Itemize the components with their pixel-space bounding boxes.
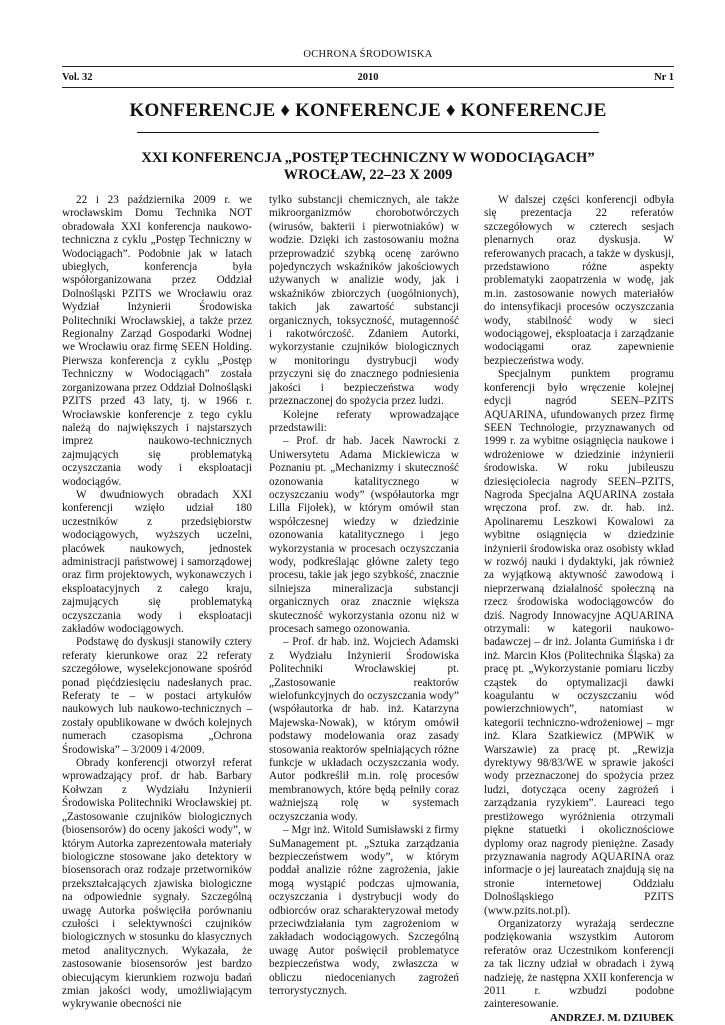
paragraph: 22 i 23 października 2009 r. we wrocławskim Domu Technika NOT obradowała XXI konferencja naukowo-techniczna z cyklu „Postęp Techniczny w Wodociągach”. Podobnie jak w latach ubiegłych, konferencja była współorganizowana przez Oddział Dolnośląski PZITS we Wrocławiu oraz Wydział Inżynierii Środowiska Politechniki Wrocławskiej, a także przez Regionalny Zarząd Gospodarki Wodnej we Wrocławiu oraz firmę SEEN Holding. Pierwsza konferencja z cyklu „Postęp Techniczny w Wodociągach” została zorganizowana przez Oddział Dolnośląski PZITS przed 43 laty, tj. w 1966 r. Wrocławskie konferencje z tego cyklu należą do największych i najstarszych imprez naukowo-technicznych zajmujących się problematyką oczyszczania wody i eksploatacji wodociągów.	[62, 194, 252, 488]
section-title-rule	[137, 132, 599, 133]
column-2	[269, 194, 459, 998]
journal-name: OCHRONA ŚRODOWISKA	[303, 49, 433, 60]
paragraph: Obrady konferencji otworzył referat wprowadzający prof. dr hab. Barbary Kołwzan z Wydziału Inżynierii Środowiska Politechniki Wrocławskiej pt. „Zastosowanie czujników biologicznych (biosensorów) do oceny jakości wody”, w którym Autorka zaprezentowała materiały biologiczne stosowane jako detektory w biosensorach oraz rodzaje przetworników przekształcających zjawiska biologiczne na odpowiednie sygnały. Szczególną uwagę Autorka poświęciła porównaniu czułości i selektywności czujników biologicznych w stosunku do klasycznych metod analitycznych. Wykazała, że zastosowanie biosensorów jest bardzo obiecującym kierunkiem rozwoju badań zmian jakości wody, umożliwiającym wykrywanie obecności nie	[62, 757, 252, 1011]
column-1	[62, 194, 252, 1012]
paragraph: – Prof. dr hab. inż. Wojciech Adamski z Wydziału Inżynierii Środowiska Politechniki Wrocławskiej pt. „Zastosowanie reaktorów wielofunkcyjnych do oczyszczania wody” (współautorka dr hab. inż. Katarzyna Majewska-Nowak), w którym omówił podstawy modelowania oraz zasady stosowania reaktorów spełniających różne funkcje w układach oczyszczania wody. Autor podkreślił m.in. rolę procesów membranowych, które będą pełniły coraz ważniejszą rolę w systemach oczyszczania wody.	[269, 636, 459, 823]
paragraph: W dwudniowych obradach XXI konferencji wzięło udział 180 uczestników z przedsiębiorstw wodociągowych, wyższych uczelni, placówek naukowych, jednostek administracji państwowej i samorządowej oraz firm projektowych, wykonawczych i eksploatacyjnych z całego kraju, zajmujących się problematyką oczyszczania wody i eksploatacji zakładów wodociągowych.	[62, 488, 252, 635]
section-title: KONFERENCJE ♦ KONFERENCJE ♦ KONFERENCJE	[129, 100, 607, 121]
article-title-line2: WROCŁAW, 22–23 X 2009	[283, 167, 453, 183]
paragraph: W dalszej części konferencji odbyła się prezentacja 22 referatów szczegółowych w czterech sesjach plenarnych oraz dyskusja. W referowanych pracach, a także w dyskusji, przedstawiono różne aspekty problematyki zaopatrzenia w wodę, jak m.in. zastosowanie nowych materiałów do intensyfikacji procesów oczyszczania wody, stabilność wody w sieci wodociągowej, eksploatacja i zarządzanie wodociągami oraz zapewnienie bezpieczeństwa wody.	[484, 194, 674, 367]
paragraph: tylko substancji chemicznych, ale także mikroorganizmów chorobotwórczych (wirusów, bakterii i pierwotniaków) w wodzie. Dzięki ich zastosowaniu można przeprowadzić szybką ocenę zarówno pojedynczych wskaźników jakościowych używanych w analizie wody, jak i wskaźników zbiorczych (uogólnionych), takich jak zawartość substancji organicznych, toksyczność, mutagenność i rakotwórczość. Zdaniem Autorki, wykorzystanie czujników biologicznych w monitoringu dystrybucji wody przyczyni się do znacznego podniesienia jakości i bezpieczeństwa wody przeznaczonej do spożycia przez ludzi.	[269, 194, 459, 408]
paragraph: – Prof. dr hab. Jacek Nawrocki z Uniwersytetu Adama Mickiewicza w Poznaniu pt. „Mechanizmy i skuteczność ozonowania katalitycznego w oczyszczaniu wody” (współautorka mgr Lilla Fijołek), w którym omówił stan współczesnej wiedzy w dziedzinie ozonowania katalitycznego i jego wykorzystania w procesach oczyszczania wody, podkreślając główne zalety tego procesu, takie jak jego szybkość, znacznie silniejsza mineralizacja substancji organicznych oraz znacznie większa skuteczność wykorzystania ozonu niż w procesach samego ozonowania.	[269, 435, 459, 635]
paragraph: Podstawę do dyskusji stanowiły cztery referaty kierunkowe oraz 22 referaty szczegółowe, wyselekcjonowane spośród ponad pięćdziesięciu nadesłanych prac. Referaty te – w postaci artykułów naukowych lub naukowo-technicznych – zostały opublikowane w dwóch kolejnych numerach czasopisma „Ochrona Środowiska” – 3/2009 i 4/2009.	[62, 636, 252, 756]
article-title-line1: XXI KONFERENCJA „POSTĘP TECHNICZNY W WODOCIĄGACH”	[141, 150, 595, 166]
paragraph: Kolejne referaty wprowadzające przedstawili:	[269, 408, 459, 434]
paragraph: Specjalnym punktem programu konferencji było wręczenie kolejnej edycji nagród SEEN–PZITS AQUARINA, ufundowanych przez firmę SEEN Technologie, przyznawanych od 1999 r. za wybitne osiągnięcia naukowe i wdrożeniowe w dziedzinie inżynierii środowiska. W roku jubileuszu dziesięciolecia nagrody SEEN–PZITS, Nagroda Specjalna AQUARINA została wręczona prof. zw. dr. hab. inż. Apolinaremu Leszkowi Kowalowi za wybitne osiągnięcia w dziedzinie inżynierii środowiska oraz osobisty wkład w rozwój nauki i dydaktyki, jak również za wyjątkową aktywność zawodową i nieprzerwaną działalność społeczną na rzecz środowiska wodociągowców do dziś. Nagrody Innowacyjne AQUARINA otrzymali: w kategorii naukowo-badawczej – dr inż. Jolanta Gumińska i dr inż. Marcin Kłos (Politechnika Śląska) za pracę pt. „Wykorzystanie pomiaru liczby cząstek do optymalizacji dawki koagulantu w oczyszczaniu wód powierzchniowych”, natomiast w kategorii techniczno-wdrożeniowej – mgr inż. Klara Szatkiewicz (MPWiK w Warszawie) za pracę pt. „Rewizja dyrektywy 98/83/WE w sprawie jakości wody przeznaczonej do spożycia przez ludzi, dotycząca oceny zagrożeń i zarządzania ryzykiem”. Laureaci tego prestiżowego wyróżnienia otrzymali piękne statuetki i okolicznościowe dyplomy oraz nagrody pieniężne. Zasady przyznawania nagrody AQUARINA oraz informacje o jej laureatach znajdują się na stronie internetowej Oddziału Dolnośląskiego PZITS (www.pzits.not.pl).	[484, 368, 674, 917]
paragraph: Organizatorzy wyrażają serdeczne podziękowania wszystkim Autorom referatów oraz Uczestnikom konferencji za tak liczny udział w obradach i żywą nadzieję, że następna XXII konferencja w 2011 r. wzbudzi podobne zainteresowanie.	[484, 917, 674, 1011]
article-title	[62, 150, 674, 184]
volume-label: Vol. 32	[62, 72, 93, 83]
header-rule	[62, 66, 674, 67]
issue-label: Nr 1	[654, 72, 674, 83]
column-3	[484, 194, 674, 1025]
paragraph: – Mgr inż. Witold Sumisławski z firmy SuManagement pt. „Sztuka zarządzania bezpieczeństwem wody”, w którym poddał analizie różne zagrożenia, jakie mogą wystąpić podczas ujmowania, oczyszczania i dystrybucji wody do odbiorców oraz scharakteryzował metody przeciwdziałania tym zagrożeniom w zakładach wodociągowych. Szczególną uwagę Autor poświęcił problematyce bezpieczeństwa wody, zwłaszcza w obliczu niedocenianych zagrożeń terrorystycznych.	[269, 824, 459, 997]
subheader-rule	[62, 87, 674, 88]
year-label: 2010	[357, 72, 379, 83]
author-signature: ANDRZEJ. M. DZIUBEK	[549, 1011, 674, 1024]
